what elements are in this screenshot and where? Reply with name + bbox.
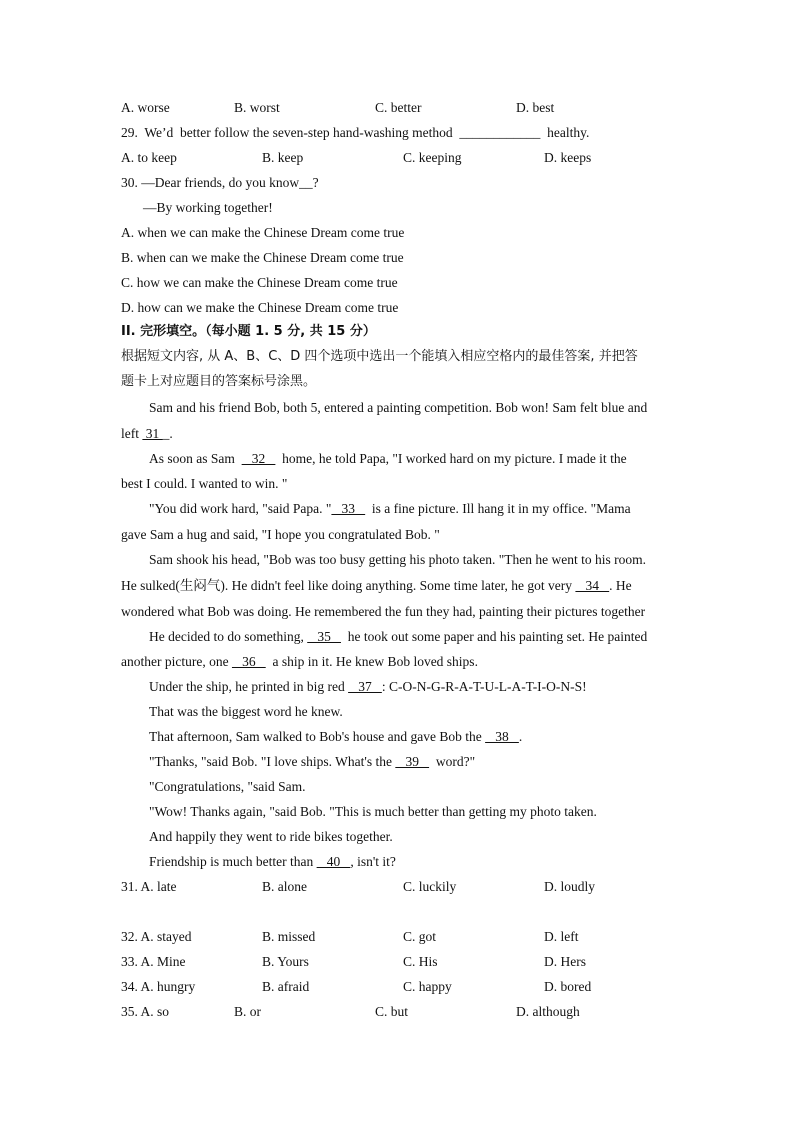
passage-p11: "Wow! Thanks again, "said Bob. "This is much better than getting my photo taken.	[149, 804, 597, 819]
q28-option-a: A. worse	[121, 100, 170, 115]
q33-option-a: 33. A. Mine	[121, 954, 186, 969]
passage-p3-line-1: "You did work hard, "said Papa. " 33 is a fine picture. Ill hang it in my office. "Mama	[149, 501, 631, 516]
q33-option-b: B. Yours	[262, 954, 309, 969]
passage-p6: Under the ship, he printed in big red 37 : C-O-N-G-R-A-T-U-L-A-T-I-O-N-S!	[149, 679, 587, 694]
section-instruction-line-1: 根据短文内容, 从 A、B、C、D 四个选项中选出一个能填入相应空格内的最佳答案, 并把答	[121, 349, 638, 364]
q31-option-a: 31. A. late	[121, 879, 177, 894]
q35-option-a: 35. A. so	[121, 1004, 170, 1019]
passage-p10: "Congratulations, "said Sam.	[149, 779, 306, 794]
q30-option-a: A. when we can make the Chinese Dream come true	[121, 225, 405, 240]
q30-option-c: C. how we can make the Chinese Dream come true	[121, 275, 398, 290]
q31-option-d: D. loudly	[544, 879, 596, 894]
q32-option-b: B. missed	[262, 929, 316, 944]
q33-option-c: C. His	[403, 954, 438, 969]
q30-stem: 30. —Dear friends, do you know__?	[121, 175, 319, 190]
passage-p12: And happily they went to ride bikes together.	[149, 829, 393, 844]
q35-option-d: D. although	[516, 1004, 580, 1019]
q30-option-b: B. when can we make the Chinese Dream come true	[121, 250, 404, 265]
passage-p7: That was the biggest word he knew.	[149, 704, 343, 719]
blank-38: 38	[485, 729, 519, 744]
q30-reply: —By working together!	[143, 200, 273, 215]
q29-option-c: C. keeping	[403, 150, 462, 165]
q34-option-c: C. happy	[403, 979, 452, 994]
blank-37: 37	[348, 679, 382, 694]
passage-p13: Friendship is much better than 40 , isn't it?	[149, 854, 396, 869]
passage-p2-line-1: As soon as Sam 32 home, he told Papa, "I worked hard on my picture. I made it the	[149, 451, 627, 466]
q33-option-d: D. Hers	[544, 954, 586, 969]
q28-option-b: B. worst	[234, 100, 280, 115]
q34-option-d: D. bored	[544, 979, 592, 994]
blank-40: 40	[316, 854, 351, 869]
section-heading: II. 完形填空。（每小题 1. 5 分, 共 15 分）	[121, 324, 376, 339]
blank-36: 36	[231, 654, 266, 669]
passage-p1-line-1: Sam and his friend Bob, both 5, entered a painting competition. Bob won! Sam felt blue and	[149, 400, 648, 415]
passage-p3-line-2: gave Sam a hug and said, "I hope you congratulated Bob. "	[121, 527, 440, 542]
blank-32: 32	[241, 451, 276, 466]
passage-p4-line-2: He sulked(生闷气). He didn't feel like doing anything. Some time later, he got very 34 . He	[121, 578, 632, 593]
blank-33: 33	[331, 501, 366, 516]
q34-option-b: B. afraid	[262, 979, 310, 994]
blank-34: 34	[575, 578, 610, 593]
q31-option-c: C. luckily	[403, 879, 457, 894]
q31-option-b: B. alone	[262, 879, 307, 894]
blank-35: 35	[307, 629, 341, 644]
q28-option-d: D. best	[516, 100, 555, 115]
q29-option-d: D. keeps	[544, 150, 592, 165]
q35-option-b: B. or	[234, 1004, 261, 1019]
q29-option-a: A. to keep	[121, 150, 177, 165]
blank-31: 31	[142, 426, 163, 441]
passage-p4-line-1: Sam shook his head, "Bob was too busy getting his photo taken. "Then he went to his room.	[149, 552, 646, 567]
q32-option-d: D. left	[544, 929, 579, 944]
q28-option-c: C. better	[375, 100, 422, 115]
passage-p1-line-2: left 31 _.	[121, 426, 173, 441]
passage-p2-line-2: best I could. I wanted to win. "	[121, 476, 288, 491]
q29-option-b: B. keep	[262, 150, 304, 165]
q32-option-a: 32. A. stayed	[121, 929, 192, 944]
q29-stem: 29. We’d better follow the seven-step hand-washing method ____________ healthy.	[121, 125, 590, 140]
blank-39: 39	[395, 754, 430, 769]
passage-p5-line-2: another picture, one 36 a ship in it. He knew Bob loved ships.	[121, 654, 478, 669]
q35-option-c: C. but	[375, 1004, 409, 1019]
passage-p9: "Thanks, "said Bob. "I love ships. What's the 39 word?"	[149, 754, 476, 769]
passage-p4-line-3: wondered what Bob was doing. He remembered the fun they had, painting their pictures together	[121, 604, 646, 619]
section-instruction-line-2: 题卡上对应题目的答案标号涂黑。	[121, 374, 317, 389]
q34-option-a: 34. A. hungry	[121, 979, 196, 994]
passage-p5-line-1: He decided to do something, 35 he took out some paper and his painting set. He painted	[149, 629, 648, 644]
passage-p8: That afternoon, Sam walked to Bob's house and gave Bob the 38 .	[149, 729, 523, 744]
q32-option-c: C. got	[403, 929, 437, 944]
q30-option-d: D. how can we make the Chinese Dream come true	[121, 300, 399, 315]
